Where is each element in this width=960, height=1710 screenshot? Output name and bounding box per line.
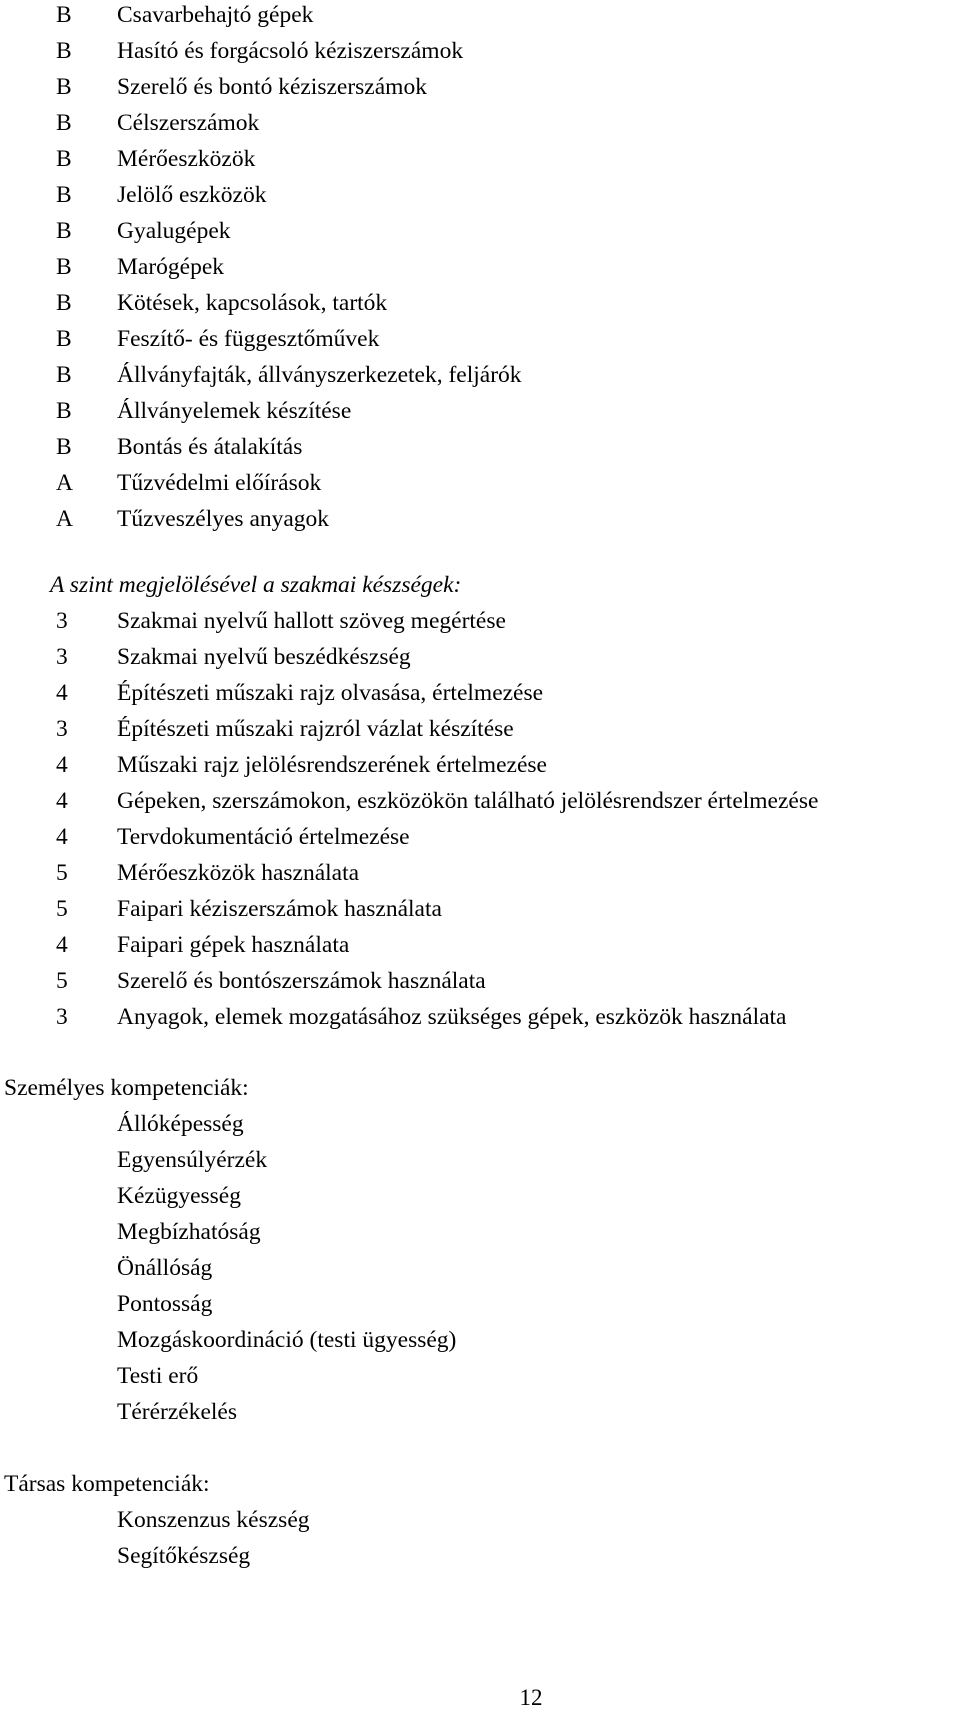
list-item — [0, 0, 960, 33]
level-number: 3 — [56, 644, 68, 670]
item-text: Bontás és átalakítás — [117, 434, 303, 460]
item-text: Szakmai nyelvű beszédkészség — [117, 644, 411, 670]
level-letter: B — [56, 218, 72, 244]
item-text: Műszaki rajz jelölésrendszerének értelmezése — [117, 752, 547, 778]
list-item — [0, 249, 960, 285]
list-item — [0, 1538, 960, 1574]
list-item — [0, 105, 960, 141]
level-letter: B — [56, 38, 72, 64]
knowledge-list — [0, 0, 960, 537]
competency-text: Kézügyesség — [117, 1183, 241, 1209]
competency-text: Pontosság — [117, 1291, 213, 1317]
list-item — [0, 603, 960, 639]
level-letter: A — [56, 506, 73, 532]
list-item — [0, 69, 960, 105]
item-text: Jelölő eszközök — [117, 182, 267, 208]
item-text: Gépeken, szerszámokon, eszközökön található jelölésrendszer értelmezése — [117, 788, 819, 814]
item-text: Mérőeszközök használata — [117, 860, 360, 886]
list-item — [0, 999, 960, 1035]
item-text: Mérőeszközök — [117, 146, 256, 172]
level-number: 3 — [56, 608, 68, 634]
list-item — [0, 819, 960, 855]
item-text: Állványfajták, állványszerkezetek, feljárók — [117, 362, 522, 388]
list-item — [0, 1286, 960, 1322]
list-item — [0, 1502, 960, 1538]
list-item — [0, 675, 960, 711]
list-item — [0, 927, 960, 963]
list-item — [0, 783, 960, 819]
item-text: Kötések, kapcsolások, tartók — [117, 290, 388, 316]
item-text: Gyalugépek — [117, 218, 231, 244]
level-letter: B — [56, 290, 72, 316]
list-item — [0, 1322, 960, 1358]
personal-heading-row — [0, 1070, 960, 1106]
list-item — [0, 213, 960, 249]
level-letter: B — [56, 434, 72, 460]
list-item — [0, 1358, 960, 1394]
list-item — [0, 429, 960, 465]
list-item — [0, 141, 960, 177]
level-number: 4 — [56, 752, 68, 778]
item-text: Állványelemek készítése — [117, 398, 352, 424]
list-item — [0, 1394, 960, 1430]
list-item — [0, 357, 960, 393]
level-number: 5 — [56, 860, 68, 886]
level-letter: B — [56, 182, 72, 208]
level-number: 5 — [56, 968, 68, 994]
competency-text: Megbízhatóság — [117, 1219, 261, 1245]
list-item — [0, 393, 960, 429]
list-item — [0, 501, 960, 537]
level-letter: B — [56, 254, 72, 280]
list-item — [0, 855, 960, 891]
social-competencies-heading: Társas kompetenciák: — [4, 1471, 210, 1497]
list-item — [0, 177, 960, 213]
skills-section — [0, 567, 960, 1035]
list-item — [0, 321, 960, 357]
competency-text: Segítőkészség — [117, 1543, 251, 1569]
personal-competencies-section — [0, 1070, 960, 1430]
list-item — [0, 747, 960, 783]
item-text: Tervdokumentáció értelmezése — [117, 824, 410, 850]
list-item — [0, 711, 960, 747]
item-text: Építészeti műszaki rajz olvasása, értelmezése — [117, 680, 544, 706]
list-item — [0, 1142, 960, 1178]
item-text: Anyagok, elemek mozgatásához szükséges gépek, eszközök használata — [117, 1004, 787, 1030]
list-item — [0, 285, 960, 321]
item-text: Marógépek — [117, 254, 225, 280]
list-item — [0, 33, 960, 69]
level-number: 4 — [56, 788, 68, 814]
item-text: Faipari kéziszerszámok használata — [117, 896, 442, 922]
item-text: Tűzvédelmi előírások — [117, 470, 322, 496]
list-item — [0, 1178, 960, 1214]
level-number: 4 — [56, 932, 68, 958]
item-text: Csavarbehajtó gépek — [117, 2, 314, 28]
page-number: 12 — [519, 1685, 543, 1710]
list-item — [0, 891, 960, 927]
level-letter: B — [56, 110, 72, 136]
competency-text: Testi erő — [117, 1363, 199, 1389]
level-letter: B — [56, 398, 72, 424]
skills-heading-row — [0, 567, 960, 603]
level-letter: B — [56, 2, 72, 28]
item-text: Hasító és forgácsoló kéziszerszámok — [117, 38, 464, 64]
item-text: Szerelő és bontószerszámok használata — [117, 968, 486, 994]
skills-heading: A szint megjelölésével a szakmai készségek: — [50, 572, 462, 598]
list-item — [0, 963, 960, 999]
list-item — [0, 1106, 960, 1142]
level-letter: B — [56, 74, 72, 100]
item-text: Tűzveszélyes anyagok — [117, 506, 330, 532]
item-text: Faipari gépek használata — [117, 932, 350, 958]
level-letter: A — [56, 470, 73, 496]
competency-text: Önállóság — [117, 1255, 213, 1281]
social-competencies-section — [0, 1466, 960, 1574]
list-item — [0, 465, 960, 501]
list-item — [0, 1214, 960, 1250]
level-number: 3 — [56, 716, 68, 742]
list-item — [0, 639, 960, 675]
level-number: 4 — [56, 680, 68, 706]
social-heading-row — [0, 1466, 960, 1502]
competency-text: Egyensúlyérzék — [117, 1147, 268, 1173]
competency-text: Térérzékelés — [117, 1399, 238, 1425]
competency-text: Állóképesség — [117, 1111, 244, 1137]
personal-competencies-heading: Személyes kompetenciák: — [4, 1075, 249, 1101]
competency-text: Konszenzus készség — [117, 1507, 310, 1533]
item-text: Szerelő és bontó kéziszerszámok — [117, 74, 427, 100]
item-text: Szakmai nyelvű hallott szöveg megértése — [117, 608, 506, 634]
level-number: 3 — [56, 1004, 68, 1030]
level-number: 5 — [56, 896, 68, 922]
level-letter: B — [56, 362, 72, 388]
item-text: Feszítő- és függesztőművek — [117, 326, 380, 352]
level-letter: B — [56, 146, 72, 172]
competency-text: Mozgáskoordináció (testi ügyesség) — [117, 1327, 457, 1353]
item-text: Célszerszámok — [117, 110, 260, 136]
level-letter: B — [56, 326, 72, 352]
item-text: Építészeti műszaki rajzról vázlat készítése — [117, 716, 514, 742]
list-item — [0, 1250, 960, 1286]
level-number: 4 — [56, 824, 68, 850]
